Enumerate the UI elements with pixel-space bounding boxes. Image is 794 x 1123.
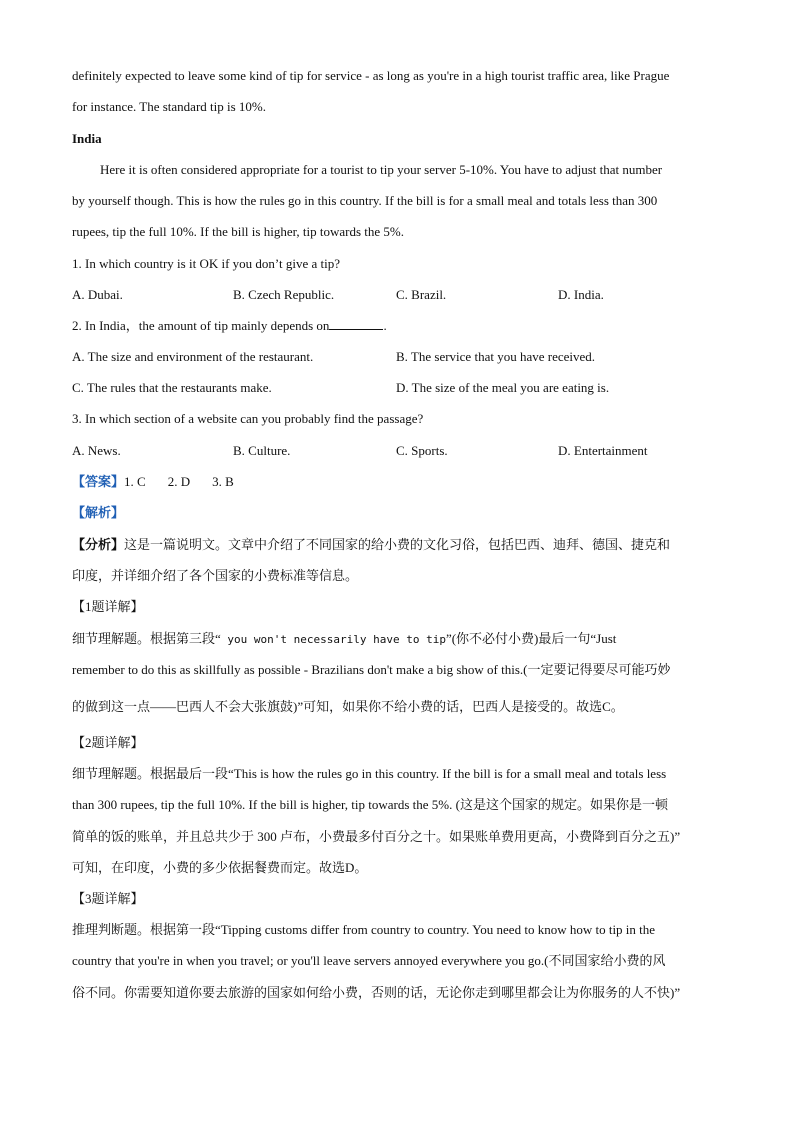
option: A. The size and environment of the restaurant. [72, 349, 314, 364]
option: B. Czech Republic. [233, 287, 335, 302]
passage-line: Here it is often considered appropriate for a tourist to tip your server 5-10%. You have to adjust that number [100, 162, 663, 177]
q1-detail-label: 【1题详解】 [72, 599, 144, 614]
analysis-line: than 300 rupees, tip the full 10%. If the bill is higher, tip towards the 5%. (这是这个国家的规定。如果你是一顿 [72, 797, 668, 812]
analysis-label: 【解析】 [72, 505, 125, 520]
analysis-line [72, 631, 616, 648]
question-stem: 3. In which section of a website can you probably find the passage? [72, 411, 424, 426]
option: A. News. [72, 443, 121, 458]
answer-line [72, 474, 234, 490]
option: A. Dubai. [72, 287, 123, 302]
analysis-text: ”(你不必付小费)最后一句“Just [445, 631, 617, 646]
option: B. The service that you have received. [396, 349, 596, 364]
option: C. Sports. [396, 443, 448, 458]
analysis-line: 俗不同。你需要知道你要去旅游的国家如何给小费，否则的话，无论你走到哪里都会让为你服务的人不快)” [72, 985, 681, 1000]
answer-item: 1. C [124, 474, 146, 489]
analysis-line: 简单的饭的账单，并且总共少于 300 卢布，小费最多付百分之十。如果账单费用更高，小费降到百分之五)” [72, 829, 681, 844]
option: B. Culture. [233, 443, 291, 458]
passage-line: rupees, tip the full 10%. If the bill is higher, tip towards the 5%. [72, 224, 404, 239]
stem-text: . [383, 318, 387, 333]
answer-item: 3. B [212, 474, 234, 489]
question-stem [72, 318, 387, 334]
analysis-line: 细节理解题。根据最后一段“This is how the rules go in this country. If the bill is for a small meal and totals less [72, 766, 667, 781]
option: D. India. [558, 287, 604, 302]
fenxi-text: 这是一篇说明文。文章中介绍了不同国家的给小费的文化习俗，包括巴西、迪拜、德国、捷克和 [124, 537, 671, 552]
analysis-text: 细节理解题。根据第三段“ [72, 631, 221, 646]
analysis-line: 的做到这一点——巴西人不会大张旗鼓)”可知，如果你不给小费的话，巴西人是接受的。故选C。 [72, 699, 624, 714]
option: C. The rules that the restaurants make. [72, 380, 272, 395]
answer-blank [329, 318, 383, 330]
fenxi-label: 【分析】 [72, 537, 125, 552]
analysis-line: country that you're in when you travel; or you'll leave servers annoyed everywhere you go.(不同国家给小费的风 [72, 953, 666, 968]
q2-detail-label: 【2题详解】 [72, 735, 144, 750]
question-stem: 1. In which country is it OK if you don’t give a tip? [72, 256, 341, 271]
option: D. The size of the meal you are eating is. [396, 380, 610, 395]
quoted-code-text: you won't necessarily have to tip [220, 633, 446, 646]
answer-label: 【答案】 [72, 474, 125, 489]
stem-text: 2. In India，the amount of tip mainly depends on [72, 318, 330, 333]
analysis-line: 印度，并详细介绍了各个国家的小费标准等信息。 [72, 568, 359, 583]
section-heading-india: India [72, 131, 102, 146]
passage-line: definitely expected to leave some kind of tip for service - as long as you're in a high tourist traffic area, like Prague [72, 68, 670, 83]
option: C. Brazil. [396, 287, 447, 302]
answer-item: 2. D [167, 474, 191, 489]
passage-line: for instance. The standard tip is 10%. [72, 99, 266, 114]
option: D. Entertainment [558, 443, 648, 458]
analysis-line: 推理判断题。根据第一段“Tipping customs differ from country to country. You need to know how to tip in the [72, 922, 656, 937]
analysis-line [72, 537, 670, 553]
passage-line: by yourself though. This is how the rules go in this country. If the bill is for a small meal and totals less than 300 [72, 193, 658, 208]
q3-detail-label: 【3题详解】 [72, 891, 144, 906]
analysis-line: remember to do this as skillfully as possible - Brazilians don't make a big show of this.(一定要记得要尽可能巧妙 [72, 662, 671, 677]
analysis-line: 可知，在印度，小费的多少依据餐费而定。故选D。 [72, 860, 368, 875]
